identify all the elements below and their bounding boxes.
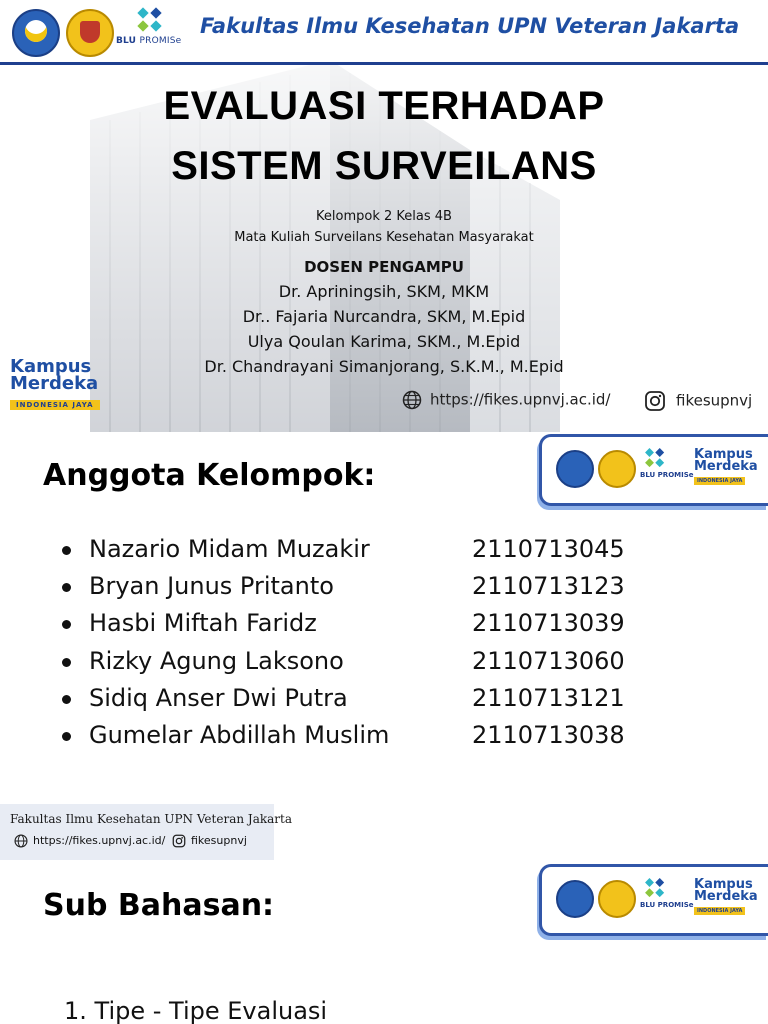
member-nim: 2110713045 (472, 535, 625, 563)
kemendikbud-logo (556, 450, 594, 488)
member-name: Hasbi Miftah Faridz (89, 609, 317, 638)
blu-promise-text: BLU PROMISe (116, 36, 182, 46)
member-nim: 2110713121 (472, 683, 625, 712)
member-name: Nazario Midam Muzakir (89, 535, 370, 563)
website-link[interactable]: https://fikes.upnvj.ac.id/ (402, 390, 610, 410)
course-info: Mata Kuliah Surveilans Kesehatan Masyarakat (234, 230, 534, 245)
blu-promise-logo (136, 6, 164, 34)
footer-faculty-title: Fakultas Ilmu Kesehatan UPN Veteran Jakarta (10, 812, 292, 826)
kampus-merdeka-logo: Kampus Merdeka INDONESIA JAYA (694, 447, 758, 484)
upn-logo (66, 9, 114, 57)
member-name: Gumelar Abdillah Muslim (89, 720, 390, 749)
member-nim: 2110713039 (472, 609, 625, 638)
member-item (62, 535, 702, 572)
member-name: Sidiq Anser Dwi Putra (89, 683, 348, 712)
topics-heading: Sub Bahasan: (43, 888, 275, 923)
title-line-1: EVALUASI TERHADAP (163, 84, 605, 128)
blu-promise-logo (644, 447, 666, 469)
dosen-heading: DOSEN PENGAMPU (304, 258, 464, 276)
group-info: Kelompok 2 Kelas 4B (316, 209, 452, 224)
footer-website-link[interactable]: https://fikes.upnvj.ac.id/ (14, 834, 165, 848)
member-item (62, 572, 702, 609)
member-item (62, 721, 702, 758)
topics-list (64, 997, 327, 1024)
instagram-icon (172, 834, 186, 848)
logo-banner (539, 434, 768, 506)
member-nim: 2110713060 (472, 646, 625, 675)
dosen-name: Dr. Chandrayani Simanjorang, S.K.M., M.Epid (204, 357, 564, 376)
cover-slide (0, 0, 768, 432)
blu-promise-text: BLU PROMISe (640, 901, 694, 909)
dosen-name: Dr. Apriningsih, SKM, MKM (278, 282, 490, 301)
member-name: Bryan Junus Pritanto (89, 572, 334, 601)
dosen-name: Ulya Qoulan Karima, SKM., M.Epid (247, 332, 521, 351)
footer-banner (0, 804, 292, 860)
blu-promise-text: BLU PROMISe (640, 471, 694, 479)
faculty-title: Fakultas Ilmu Kesehatan UPN Veteran Jakarta (200, 14, 740, 38)
kampus-merdeka-logo: Kampus Merdeka INDONESIA JAYA (10, 356, 99, 409)
dosen-name: Dr.. Fajaria Nurcandra, SKM, M.Epid (242, 307, 526, 326)
member-item (62, 609, 702, 646)
instagram-link[interactable]: fikesupnvj (644, 390, 752, 412)
globe-icon (402, 390, 422, 410)
member-nim: 2110713123 (472, 572, 625, 601)
kemendikbud-logo (556, 880, 594, 918)
member-item (62, 684, 702, 721)
upn-logo (598, 450, 636, 488)
member-nim: 2110713038 (472, 720, 625, 749)
members-heading: Anggota Kelompok: (43, 458, 376, 493)
upn-logo (598, 880, 636, 918)
blu-promise-logo (644, 877, 666, 899)
globe-icon (14, 834, 28, 848)
topic-item: 1. Tipe - Tipe Evaluasi (64, 997, 328, 1024)
header-bar (0, 0, 768, 65)
logo-banner (539, 864, 768, 936)
instagram-icon (644, 390, 666, 412)
kampus-merdeka-logo: Kampus Merdeka INDONESIA JAYA (694, 877, 758, 914)
topics-slide (0, 864, 768, 1024)
kemendikbud-logo (12, 9, 60, 57)
members-list (62, 535, 702, 758)
member-name: Rizky Agung Laksono (89, 646, 344, 675)
member-item (62, 647, 702, 684)
footer-instagram-link[interactable]: fikesupnvj (172, 834, 247, 848)
members-slide (0, 432, 768, 864)
title-line-2: SISTEM SURVEILANS (171, 144, 597, 188)
